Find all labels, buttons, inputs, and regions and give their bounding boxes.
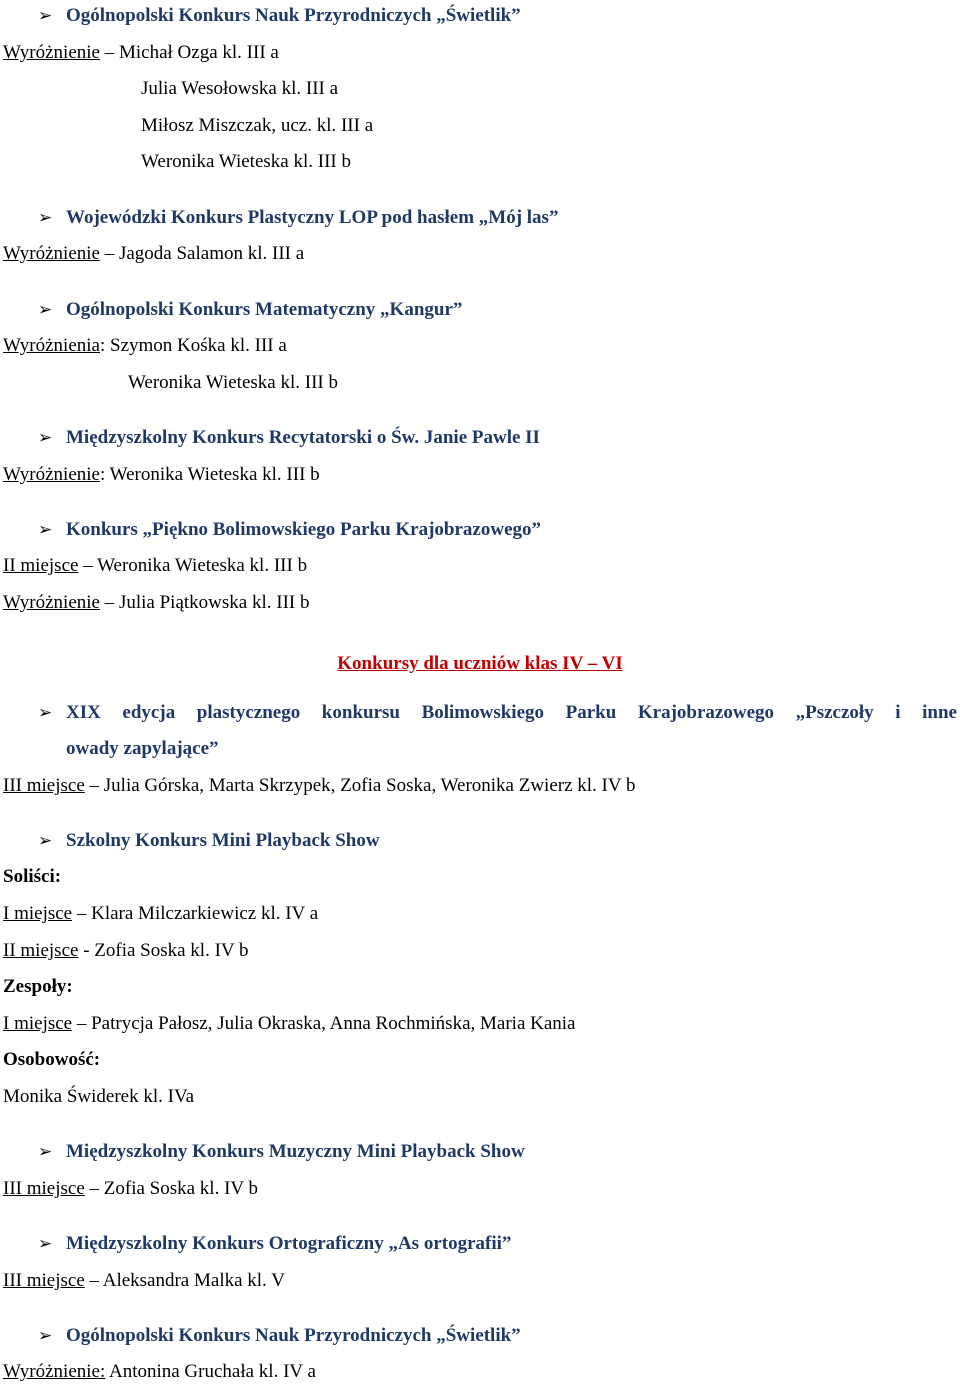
arrow-bullet-icon: ➢ [38, 831, 53, 850]
arrow-bullet-icon: ➢ [38, 1326, 53, 1345]
award-line: Weronika Wieteska kl. III b [141, 151, 351, 172]
award-line: Wyróżnienie – Jagoda Salamon kl. III a [3, 243, 305, 264]
heading-piekno-parku: ➢ Konkurs „Piękno Bolimowskiego Parku Krajobrazowego” [38, 519, 542, 540]
arrow-bullet-icon: ➢ [38, 6, 53, 25]
subheading-osobowosc: Osobowość: [3, 1049, 101, 1070]
heading-mini-playback: ➢ Szkolny Konkurs Mini Playback Show [38, 830, 380, 851]
award-line: Monika Świderek kl. IVa [3, 1086, 195, 1107]
award-line: I miejsce – Klara Milczarkiewicz kl. IV a [3, 903, 319, 924]
award-line: Julia Wesołowska kl. III a [141, 78, 339, 99]
heading-pszczoly-cont: owady zapylające” [66, 738, 219, 759]
heading-kangur: ➢ Ogólnopolski Konkurs Matematyczny „Kangur” [38, 299, 463, 320]
award-line: Weronika Wieteska kl. III b [128, 372, 338, 393]
award-line: Wyróżnienie: Antonina Gruchała kl. IV a [3, 1361, 316, 1382]
subheading-solisci: Soliści: [3, 866, 62, 887]
award-line: Miłosz Miszczak, ucz. kl. III a [141, 115, 374, 136]
award-line: II miejsce - Zofia Soska kl. IV b [3, 940, 249, 961]
heading-pszczoly: XIX edycja plastycznego konkursu Bolimowskiego Parku Krajobrazowego „Pszczoły i inne [66, 702, 957, 723]
award-line: III miejsce – Aleksandra Malka kl. V [3, 1270, 285, 1291]
award-line: III miejsce – Julia Górska, Marta Skrzypek, Zofia Soska, Weronika Zwierz kl. IV b [3, 775, 636, 796]
award-line: Wyróżnienie – Julia Piątkowska kl. III b [3, 592, 310, 613]
heading-swietlik-1: ➢ Ogólnopolski Konkurs Nauk Przyrodniczych „Świetlik” [38, 5, 521, 26]
arrow-holder [38, 702, 66, 724]
arrow-bullet-icon: ➢ [38, 520, 53, 539]
award-line: Wyróżnienie – Michał Ozga kl. III a [3, 42, 279, 63]
arrow-bullet-icon: ➢ [38, 300, 53, 319]
heading-ortograficzny: ➢ Międzyszkolny Konkurs Ortograficzny „As ortografii” [38, 1233, 512, 1254]
arrow-bullet-icon: ➢ [38, 703, 53, 722]
arrow-bullet-icon: ➢ [38, 208, 53, 227]
heading-muzyczny-playback: ➢ Międzyszkolny Konkurs Muzyczny Mini Playback Show [38, 1141, 525, 1162]
award-line: I miejsce – Patrycja Pałosz, Julia Okraska, Anna Rochmińska, Maria Kania [3, 1013, 576, 1034]
arrow-bullet-icon: ➢ [38, 1142, 53, 1161]
section-title: Konkursy dla uczniów klas IV – VI [337, 653, 623, 674]
heading-recytatorski: ➢ Międzyszkolny Konkurs Recytatorski o Św. Janie Pawle II [38, 427, 540, 448]
award-line: III miejsce – Zofia Soska kl. IV b [3, 1178, 259, 1199]
arrow-bullet-icon: ➢ [38, 1234, 53, 1253]
heading-swietlik-2: ➢ Ogólnopolski Konkurs Nauk Przyrodniczych „Świetlik” [38, 1325, 521, 1346]
heading-plastyczny-lop: ➢ Wojewódzki Konkurs Plastyczny LOP pod hasłem „Mój las” [38, 207, 559, 228]
award-line: Wyróżnienie: Weronika Wieteska kl. III b [3, 464, 320, 485]
award-line: Wyróżnienia: Szymon Kośka kl. III a [3, 335, 287, 356]
arrow-bullet-icon: ➢ [38, 428, 53, 447]
award-line: II miejsce – Weronika Wieteska kl. III b [3, 555, 308, 576]
subheading-zespoly: Zespoły: [3, 976, 73, 997]
